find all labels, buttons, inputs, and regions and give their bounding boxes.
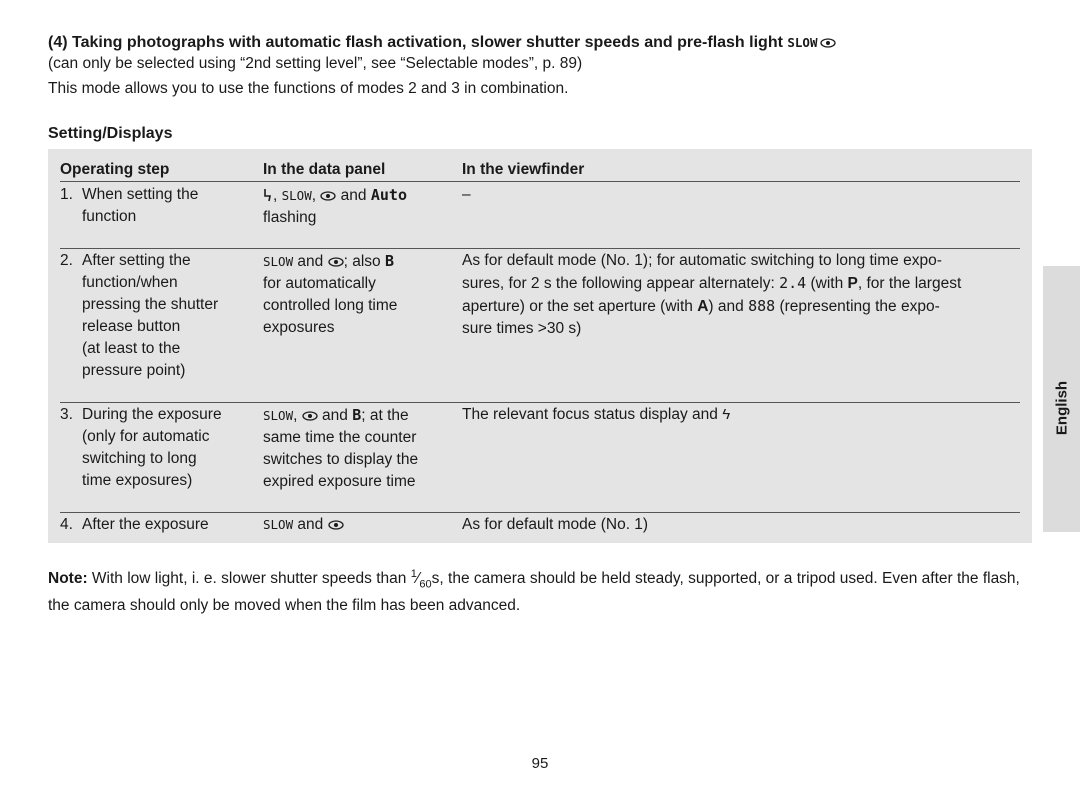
slow-display-symbol: SLOW xyxy=(263,408,294,423)
header-data-panel: In the data panel xyxy=(263,161,386,178)
fraction-numerator: 1 xyxy=(410,568,417,580)
and-text: and xyxy=(297,253,324,270)
row-1-viewfinder: – xyxy=(462,186,471,203)
row-2-step xyxy=(82,250,218,382)
row-3-panel-line: expired exposure time xyxy=(263,473,416,490)
row-2-panel-line: exposures xyxy=(263,319,335,336)
row-2-panel-line: controlled long time xyxy=(263,297,398,314)
row-2-viewfinder-text: sures, for 2 s the following appear alternately: xyxy=(462,275,775,292)
row-divider xyxy=(60,512,1020,513)
row-2-panel-line: for automatically xyxy=(263,275,376,292)
row-1-panel xyxy=(263,184,407,229)
row-1-step xyxy=(82,184,198,228)
row-3-viewfinder xyxy=(462,404,730,426)
intro-line-1: (can only be selected using “2nd setting level”, see “Selectable modes”, p. 89) xyxy=(48,55,583,72)
row-1-panel-line: flashing xyxy=(263,209,317,226)
note-text: s, the camera should be held steady, supported, or a tripod used. Even after the flash, the camera should only be moved when the film has been advanced. xyxy=(48,570,1020,615)
aperture-display-symbol: 2.4 xyxy=(779,274,807,292)
settings-table xyxy=(48,149,1032,543)
row-3-number: 3. xyxy=(60,406,73,423)
row-divider xyxy=(60,248,1020,249)
slow-display-symbol: SLOW xyxy=(263,254,294,269)
page-number: 95 xyxy=(531,755,549,772)
row-2-step-line: release button xyxy=(82,318,181,335)
red-eye-pre-flash-icon xyxy=(328,520,344,530)
row-3-panel-line: same time the counter xyxy=(263,429,417,446)
row-2-viewfinder-line: sure times >30 s) xyxy=(462,320,582,337)
header-viewfinder: In the viewfinder xyxy=(462,161,585,178)
bulb-display-symbol: B xyxy=(352,406,362,424)
red-eye-pre-flash-icon xyxy=(302,411,318,421)
row-1-step-line: function xyxy=(82,208,137,225)
row-2-viewfinder-text: (representing the expo- xyxy=(779,298,940,315)
row-3-step-line: During the exposure xyxy=(82,406,222,423)
row-2-step-line: function/when xyxy=(82,274,178,291)
row-1-step-line: When setting the xyxy=(82,186,199,203)
separator: , xyxy=(273,187,278,204)
note-paragraph: Note: With low light, i. e. slower shutter speeds than $^1⁄_{60}s$, the camera should be held steady, supported, or a tripod used. Even after the flash, the camera should only be moved when the film has been advanced. xyxy=(48,568,1020,615)
slow-display-symbol: SLOW xyxy=(787,35,818,50)
header-operating-step: Operating step xyxy=(60,161,170,178)
row-2-viewfinder-text: , for the largest xyxy=(857,275,962,292)
row-2-viewfinder-text: aperture) or the set aperture (with xyxy=(462,298,693,315)
row-2-step-line: After setting the xyxy=(82,252,191,269)
separator: , xyxy=(311,187,317,204)
row-3-step xyxy=(82,404,222,492)
and-text: and xyxy=(322,407,348,424)
and-text: and xyxy=(297,516,324,533)
row-3-panel-text: ; at the xyxy=(361,407,409,424)
note-label: Note: xyxy=(48,570,88,588)
row-2-step-line: (at least to the xyxy=(82,340,181,357)
row-2-step-line: pressure point) xyxy=(82,362,186,379)
row-4-number: 4. xyxy=(60,516,73,533)
row-2-viewfinder xyxy=(462,250,961,340)
program-mode-letter: P xyxy=(847,275,858,292)
row-2-viewfinder-text: ) and xyxy=(708,298,744,315)
section-heading xyxy=(48,33,1038,53)
slow-display-symbol: SLOW xyxy=(281,188,312,203)
row-2-number: 2. xyxy=(60,252,73,269)
and-text: and xyxy=(340,187,367,204)
row-4-viewfinder: As for default mode (No. 1) xyxy=(462,516,649,533)
row-2-viewfinder-line: As for default mode (No. 1); for automatic switching to long time expo- xyxy=(462,252,942,269)
row-3-step-line: (only for automatic xyxy=(82,428,210,445)
language-tab-label: English xyxy=(1053,380,1071,436)
row-2-step-line: pressing the shutter xyxy=(82,296,219,313)
red-eye-pre-flash-icon xyxy=(328,257,344,267)
note-text: With low light, i. e. slower shutter speeds than xyxy=(91,570,407,588)
row-3-panel-line: switches to display the xyxy=(263,451,419,468)
row-3-panel xyxy=(263,404,418,493)
red-eye-pre-flash-icon xyxy=(320,191,336,201)
separator: , xyxy=(293,407,298,424)
aperture-mode-letter: A xyxy=(697,298,709,315)
row-4-panel xyxy=(263,514,344,536)
row-divider xyxy=(60,402,1020,403)
row-2-panel xyxy=(263,250,397,339)
heading-text: (4) Taking photographs with automatic flash activation, slower shutter speeds and pre-flash light xyxy=(48,34,783,51)
row-3-viewfinder-text: The relevant focus status display and xyxy=(462,406,718,423)
row-4-step: After the exposure xyxy=(82,516,209,533)
header-divider xyxy=(60,181,1020,182)
also-text: ; also xyxy=(343,253,381,270)
segment-display-symbol: 888 xyxy=(748,297,776,315)
auto-display-symbol: Auto xyxy=(370,186,407,204)
row-2-viewfinder-text: (with xyxy=(810,275,844,292)
fraction-denominator: 60 xyxy=(419,578,432,591)
row-3-step-line: switching to long xyxy=(82,450,197,467)
bulb-display-symbol: B xyxy=(384,252,395,270)
red-eye-pre-flash-icon xyxy=(820,38,836,48)
row-3-step-line: time exposures) xyxy=(82,472,193,489)
flash-icon xyxy=(263,188,273,202)
section-title: Setting/Displays xyxy=(48,125,173,142)
slow-display-symbol: SLOW xyxy=(263,517,294,532)
row-1-number: 1. xyxy=(60,186,73,203)
intro-line-2: This mode allows you to use the functions of modes 2 and 3 in combination. xyxy=(48,80,569,97)
flash-ready-icon: ϟ xyxy=(722,406,731,423)
